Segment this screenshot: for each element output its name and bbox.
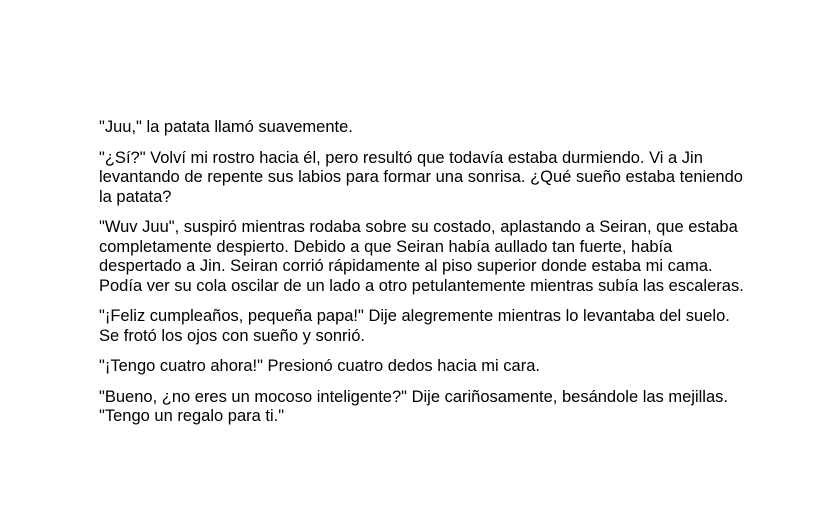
paragraph-2: "¿Sí?" Volví mi rostro hacia él, pero resultó que todavía estaba durmiendo. Vi a Jin levantando de repente sus labios para formar una sonrisa. ¿Qué sueño estaba teniendo la patata? xyxy=(99,148,743,206)
paragraph-1: "Juu," la patata llamó suavemente. xyxy=(99,118,353,136)
paragraph-4: "¡Feliz cumpleaños, pequeña papa!" Dije alegremente mientras lo levantaba del suelo. Se frotó los ojos con sueño y sonrió. xyxy=(99,307,730,345)
paragraph-5: "¡Tengo cuatro ahora!" Presionó cuatro dedos hacia mi cara. xyxy=(99,357,540,375)
document-body xyxy=(99,118,779,438)
paragraph-3: "Wuv Juu", suspiró mientras rodaba sobre su costado, aplastando a Seiran, que estaba completamente despierto. Debido a que Seiran había aullado tan fuerte, había despertado a Jin. Seiran corrió rápidamente al piso superior donde estaba mi cama. Podía ver su cola oscilar de un lado a otro petulantemente mientras subía las escaleras. xyxy=(99,218,744,295)
paragraph-6: "Bueno, ¿no eres un mocoso inteligente?" Dije cariñosamente, besándole las mejillas. "Tengo un regalo para ti." xyxy=(99,387,728,425)
